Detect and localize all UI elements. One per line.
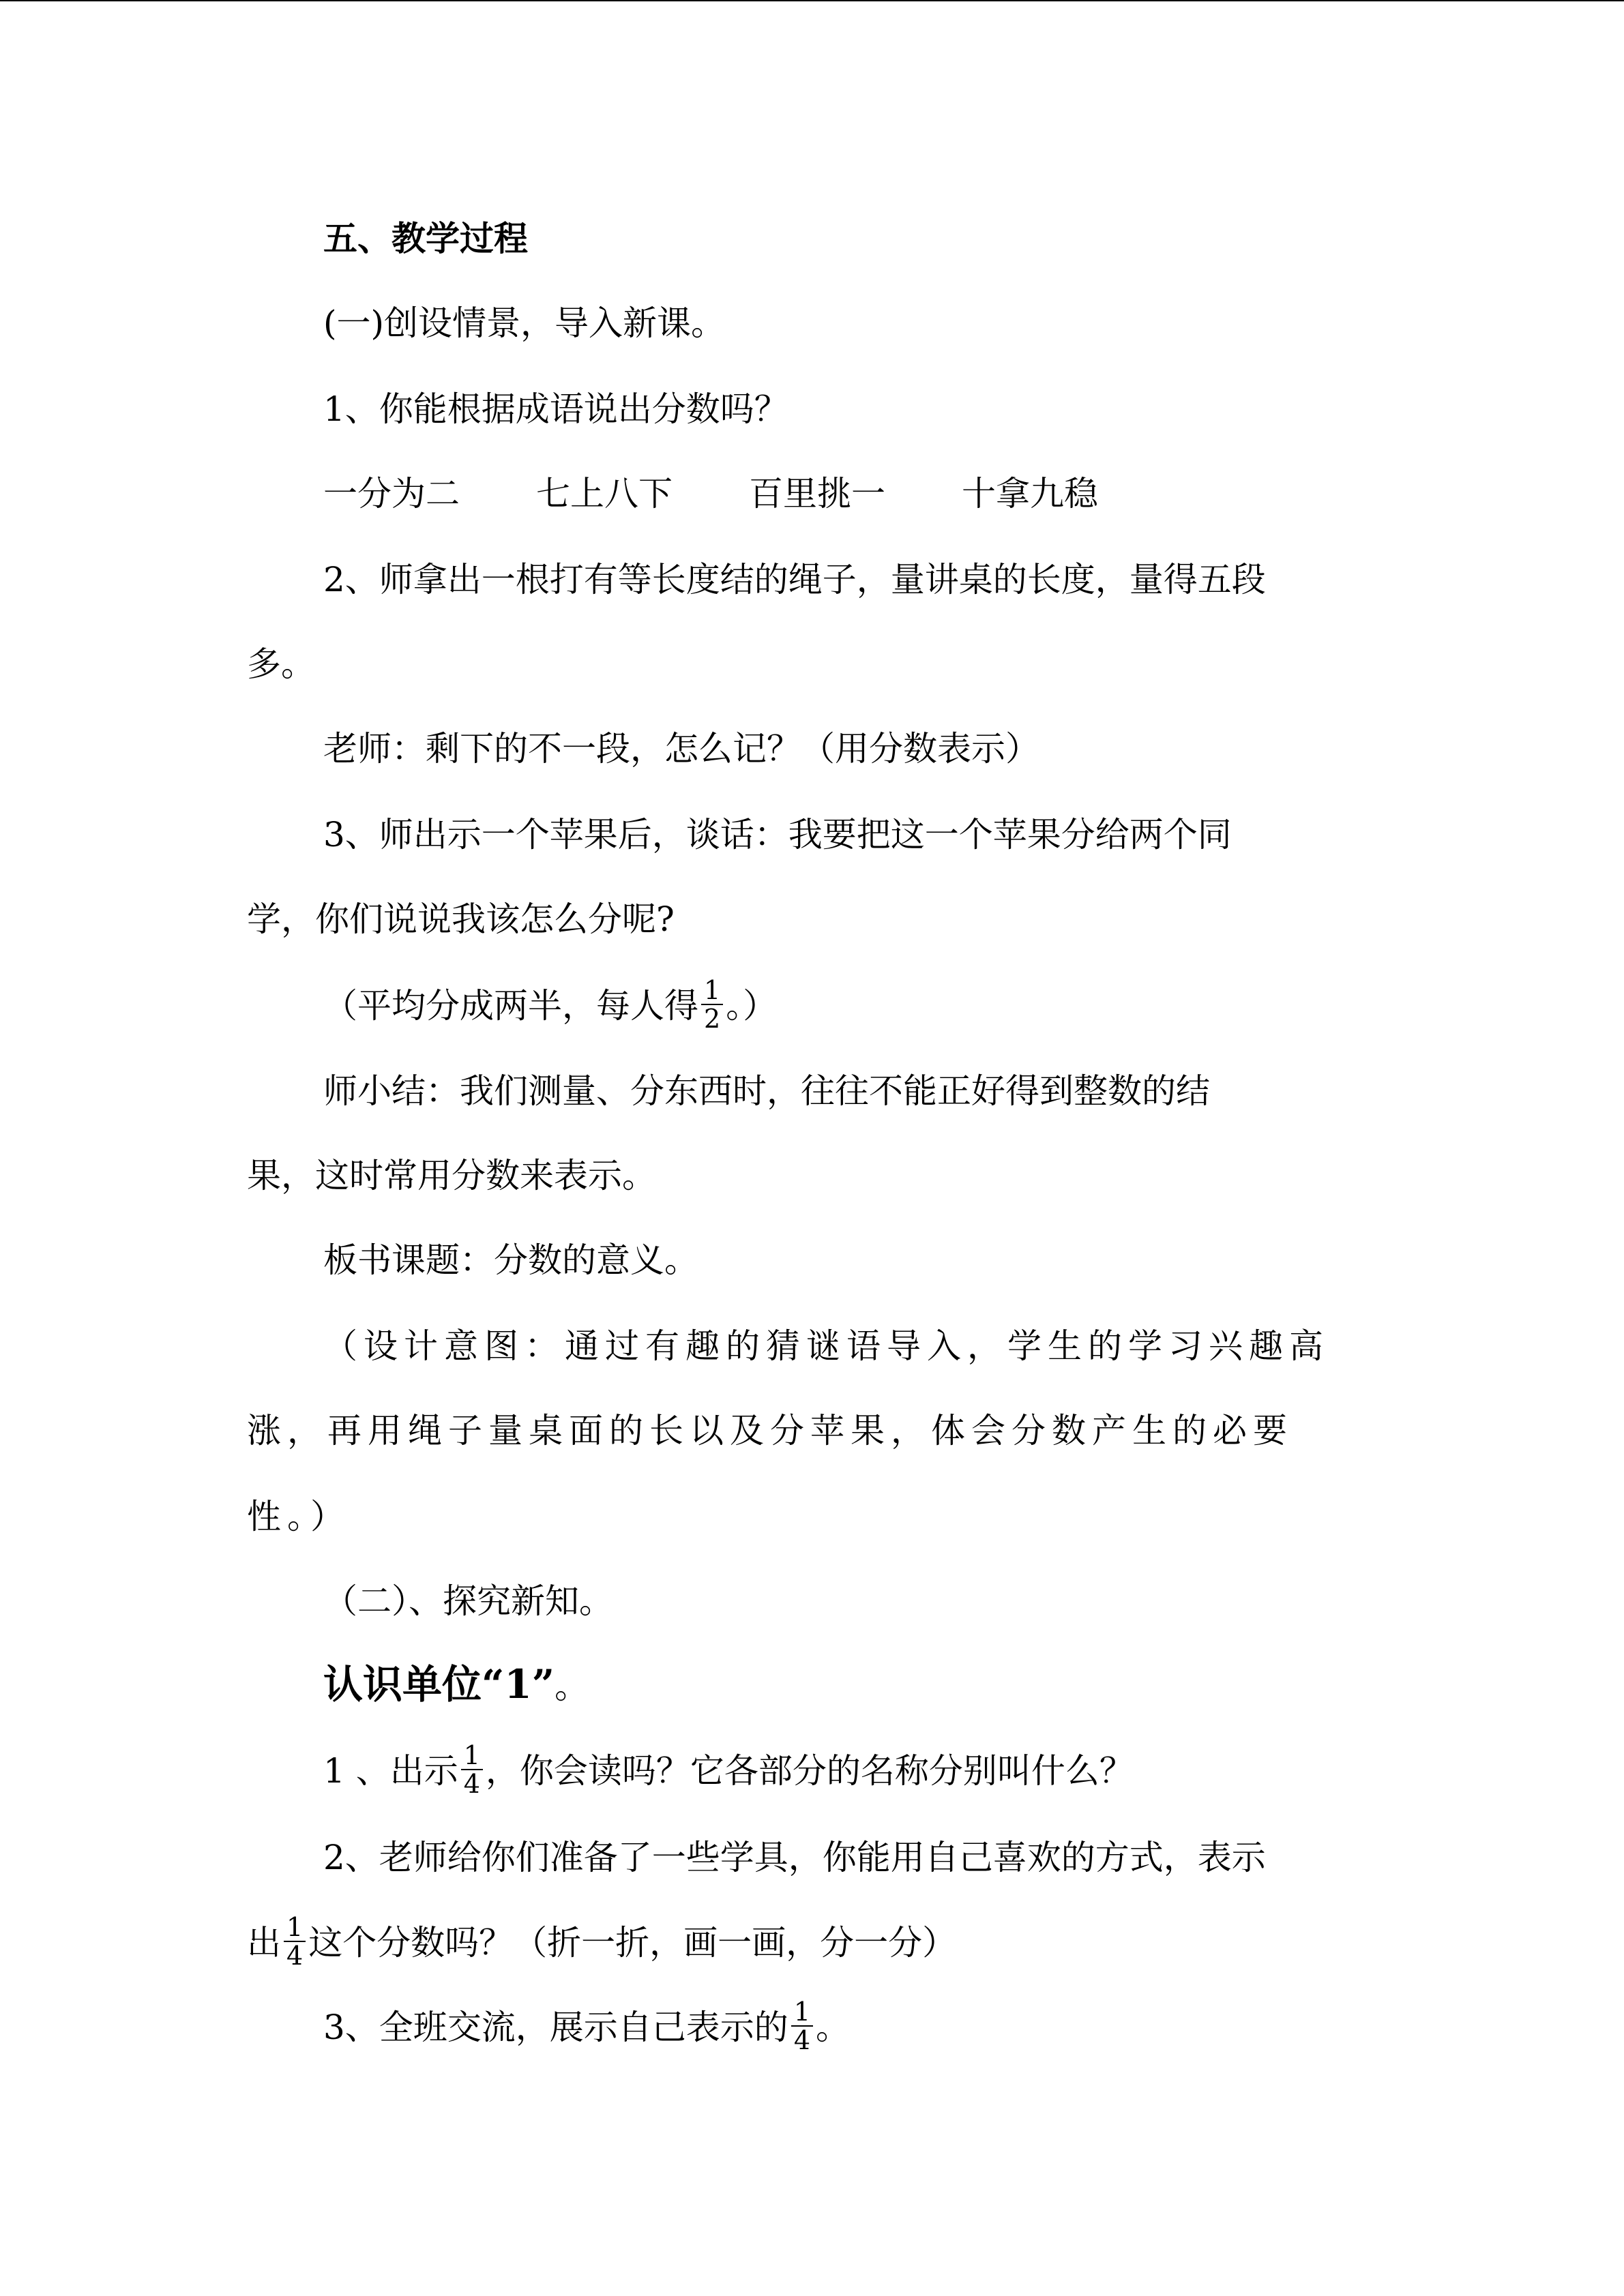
- fraction-numerator: 1: [791, 1998, 813, 2027]
- answer-line: [323, 975, 778, 1037]
- idiom-3: 百里挑一: [749, 474, 885, 513]
- fraction-denominator: 4: [793, 2025, 810, 2055]
- item-3-text-before: 3、全班交流，展示自己表示的: [323, 2008, 788, 2047]
- fraction-denominator: 2: [704, 1004, 721, 1034]
- section-heading-1: (一)创设情景，导入新课。: [323, 303, 726, 343]
- design-intent-line-3: 性。）: [247, 1497, 351, 1536]
- fraction-one-quarter: [284, 1913, 306, 1969]
- board-title: 板书课题：分数的意义。: [323, 1240, 698, 1280]
- teacher-remark: 老师：剩下的不一段，怎么记？（用分数表示）: [323, 729, 1039, 769]
- page-title: 五、教学过程: [323, 218, 528, 258]
- item-3-text-after: 。: [816, 2008, 850, 2047]
- question-3-line-1: 3、师出示一个苹果后，谈话：我要把这一个苹果分给两个同: [323, 815, 1232, 854]
- item-1-text-after: ，你会读吗？它各部分的名称分别叫什么？: [485, 1751, 1134, 1791]
- idiom-1: 一分为二: [323, 474, 460, 513]
- item-2-text-before: 出: [247, 1923, 281, 1963]
- item-2-line-1: 2、老师给你们准备了一些学具，你能用自己喜欢的方式，表示: [323, 1838, 1266, 1877]
- fraction-numerator: 1: [701, 976, 723, 1005]
- idiom-list: [323, 473, 1098, 514]
- unit-one-heading: [323, 1661, 589, 1708]
- fraction-numerator: 1: [461, 1742, 483, 1770]
- fraction-numerator: 1: [284, 1913, 306, 1942]
- design-intent-line-2: 涨，再用绳子量桌面的长以及分苹果，体会分数产生的必要: [247, 1411, 1293, 1450]
- teacher-summary-line-1: 师小结：我们测量、分东西时，往往不能正好得到整数的结: [323, 1071, 1210, 1111]
- idiom-4: 十拿九稳: [962, 474, 1098, 513]
- fraction-one-half: [701, 976, 723, 1032]
- item-1-text-before: 1 、出示: [323, 1751, 458, 1791]
- item-1: [323, 1740, 1134, 1802]
- answer-text-after: 。）: [726, 986, 778, 1026]
- fraction-denominator: 4: [286, 1941, 304, 1971]
- page-top-border: [0, 0, 1624, 1]
- question-2-line-2: 多。: [247, 644, 315, 684]
- fraction-one-quarter: [461, 1742, 483, 1798]
- answer-text-before: （平均分成两半，每人得: [323, 986, 698, 1026]
- question-3-line-2: 学，你们说说我该怎么分呢?: [247, 899, 675, 939]
- section-heading-2: （二）、探究新知。: [323, 1581, 613, 1621]
- item-2-line-2: [247, 1912, 957, 1973]
- fraction-denominator: 4: [463, 1769, 480, 1799]
- question-1: 1、你能根据成语说出分数吗？: [323, 389, 788, 429]
- item-3: [323, 1997, 850, 2058]
- unit-one-heading-tail: 。: [555, 1667, 589, 1706]
- item-2-text-after: 这个分数吗？（折一折，画一画，分一分）: [308, 1923, 957, 1963]
- idiom-2: 七上八下: [536, 474, 673, 513]
- design-intent-line-1: （设计意图：通过有趣的猜谜语导入，学生的学习兴趣高: [323, 1326, 1329, 1366]
- unit-one-heading-text: 认识单位“1”: [323, 1661, 555, 1708]
- fraction-one-quarter: [791, 1998, 813, 2054]
- question-2-line-1: 2、师拿出一根打有等长度结的绳子，量讲桌的长度，量得五段: [323, 560, 1266, 599]
- teacher-summary-line-2: 果，这时常用分数来表示。: [247, 1156, 656, 1195]
